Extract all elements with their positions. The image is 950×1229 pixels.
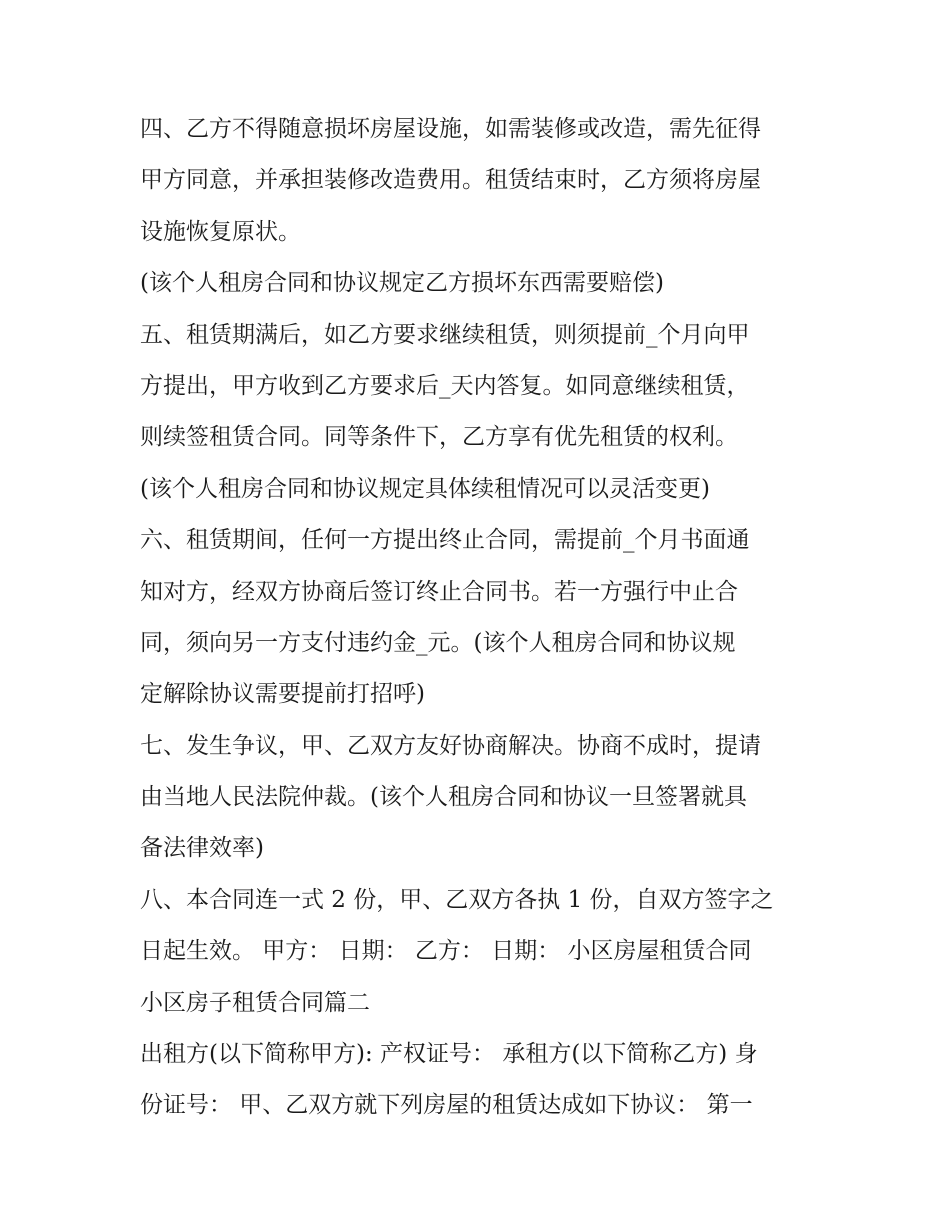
text-line: 日起生效。 甲方： 日期： 乙方： 日期： 小区房屋租赁合同 bbox=[140, 938, 752, 965]
text-line: 份证号： 甲、乙双方就下列房屋的租赁达成如下协议： 第一 bbox=[140, 1092, 753, 1119]
text-line: 六、租赁期间，任何一方提出终止合同，需提前_个月书面通 bbox=[140, 527, 750, 554]
text-line: 出租方(以下简称甲方): 产权证号： 承租方(以下简称乙方) 身 bbox=[140, 1041, 758, 1068]
text-line: 甲方同意，并承担装修改造费用。租赁结束时，乙方须将房屋 bbox=[140, 167, 761, 194]
text-line: 定解除协议需要提前打招呼) bbox=[140, 681, 425, 708]
text-line: 则续签租赁合同。同等条件下，乙方享有优先租赁的权利。 bbox=[140, 424, 738, 451]
text-line: 八、本合同连一式 2 份，甲、乙双方各执 1 份，自双方签字之 bbox=[140, 886, 774, 913]
text-line: 知对方，经双方协商后签订终止合同书。若一方强行中止合 bbox=[140, 578, 738, 605]
text-line: 四、乙方不得随意损坏房屋设施，如需装修或改造，需先征得 bbox=[140, 116, 761, 142]
text-line: 方提出，甲方收到乙方要求后_天内答复。如同意继续租赁， bbox=[140, 372, 750, 399]
text-line: 备法律效率) bbox=[140, 835, 264, 862]
text-line: 设施恢复原状。 bbox=[140, 218, 301, 245]
text-line: 七、发生争议，甲、乙双方友好协商解决。协商不成时，提请 bbox=[140, 732, 761, 759]
text-line: 小区房子租赁合同篇二 bbox=[140, 989, 370, 1016]
text-line: 同，须向另一方支付违约金_元。(该个人租房合同和协议规 bbox=[140, 629, 736, 656]
document-body bbox=[140, 104, 830, 1132]
text-line: (该个人租房合同和协议规定具体续租情况可以灵活变更) bbox=[140, 475, 710, 502]
text-line: 五、租赁期满后，如乙方要求继续租赁，则须提前_个月向甲 bbox=[140, 321, 750, 348]
text-line: 由当地人民法院仲裁。(该个人租房合同和协议一旦签署就具 bbox=[140, 784, 747, 811]
text-line: (该个人租房合同和协议规定乙方损坏东西需要赔偿) bbox=[140, 270, 664, 297]
